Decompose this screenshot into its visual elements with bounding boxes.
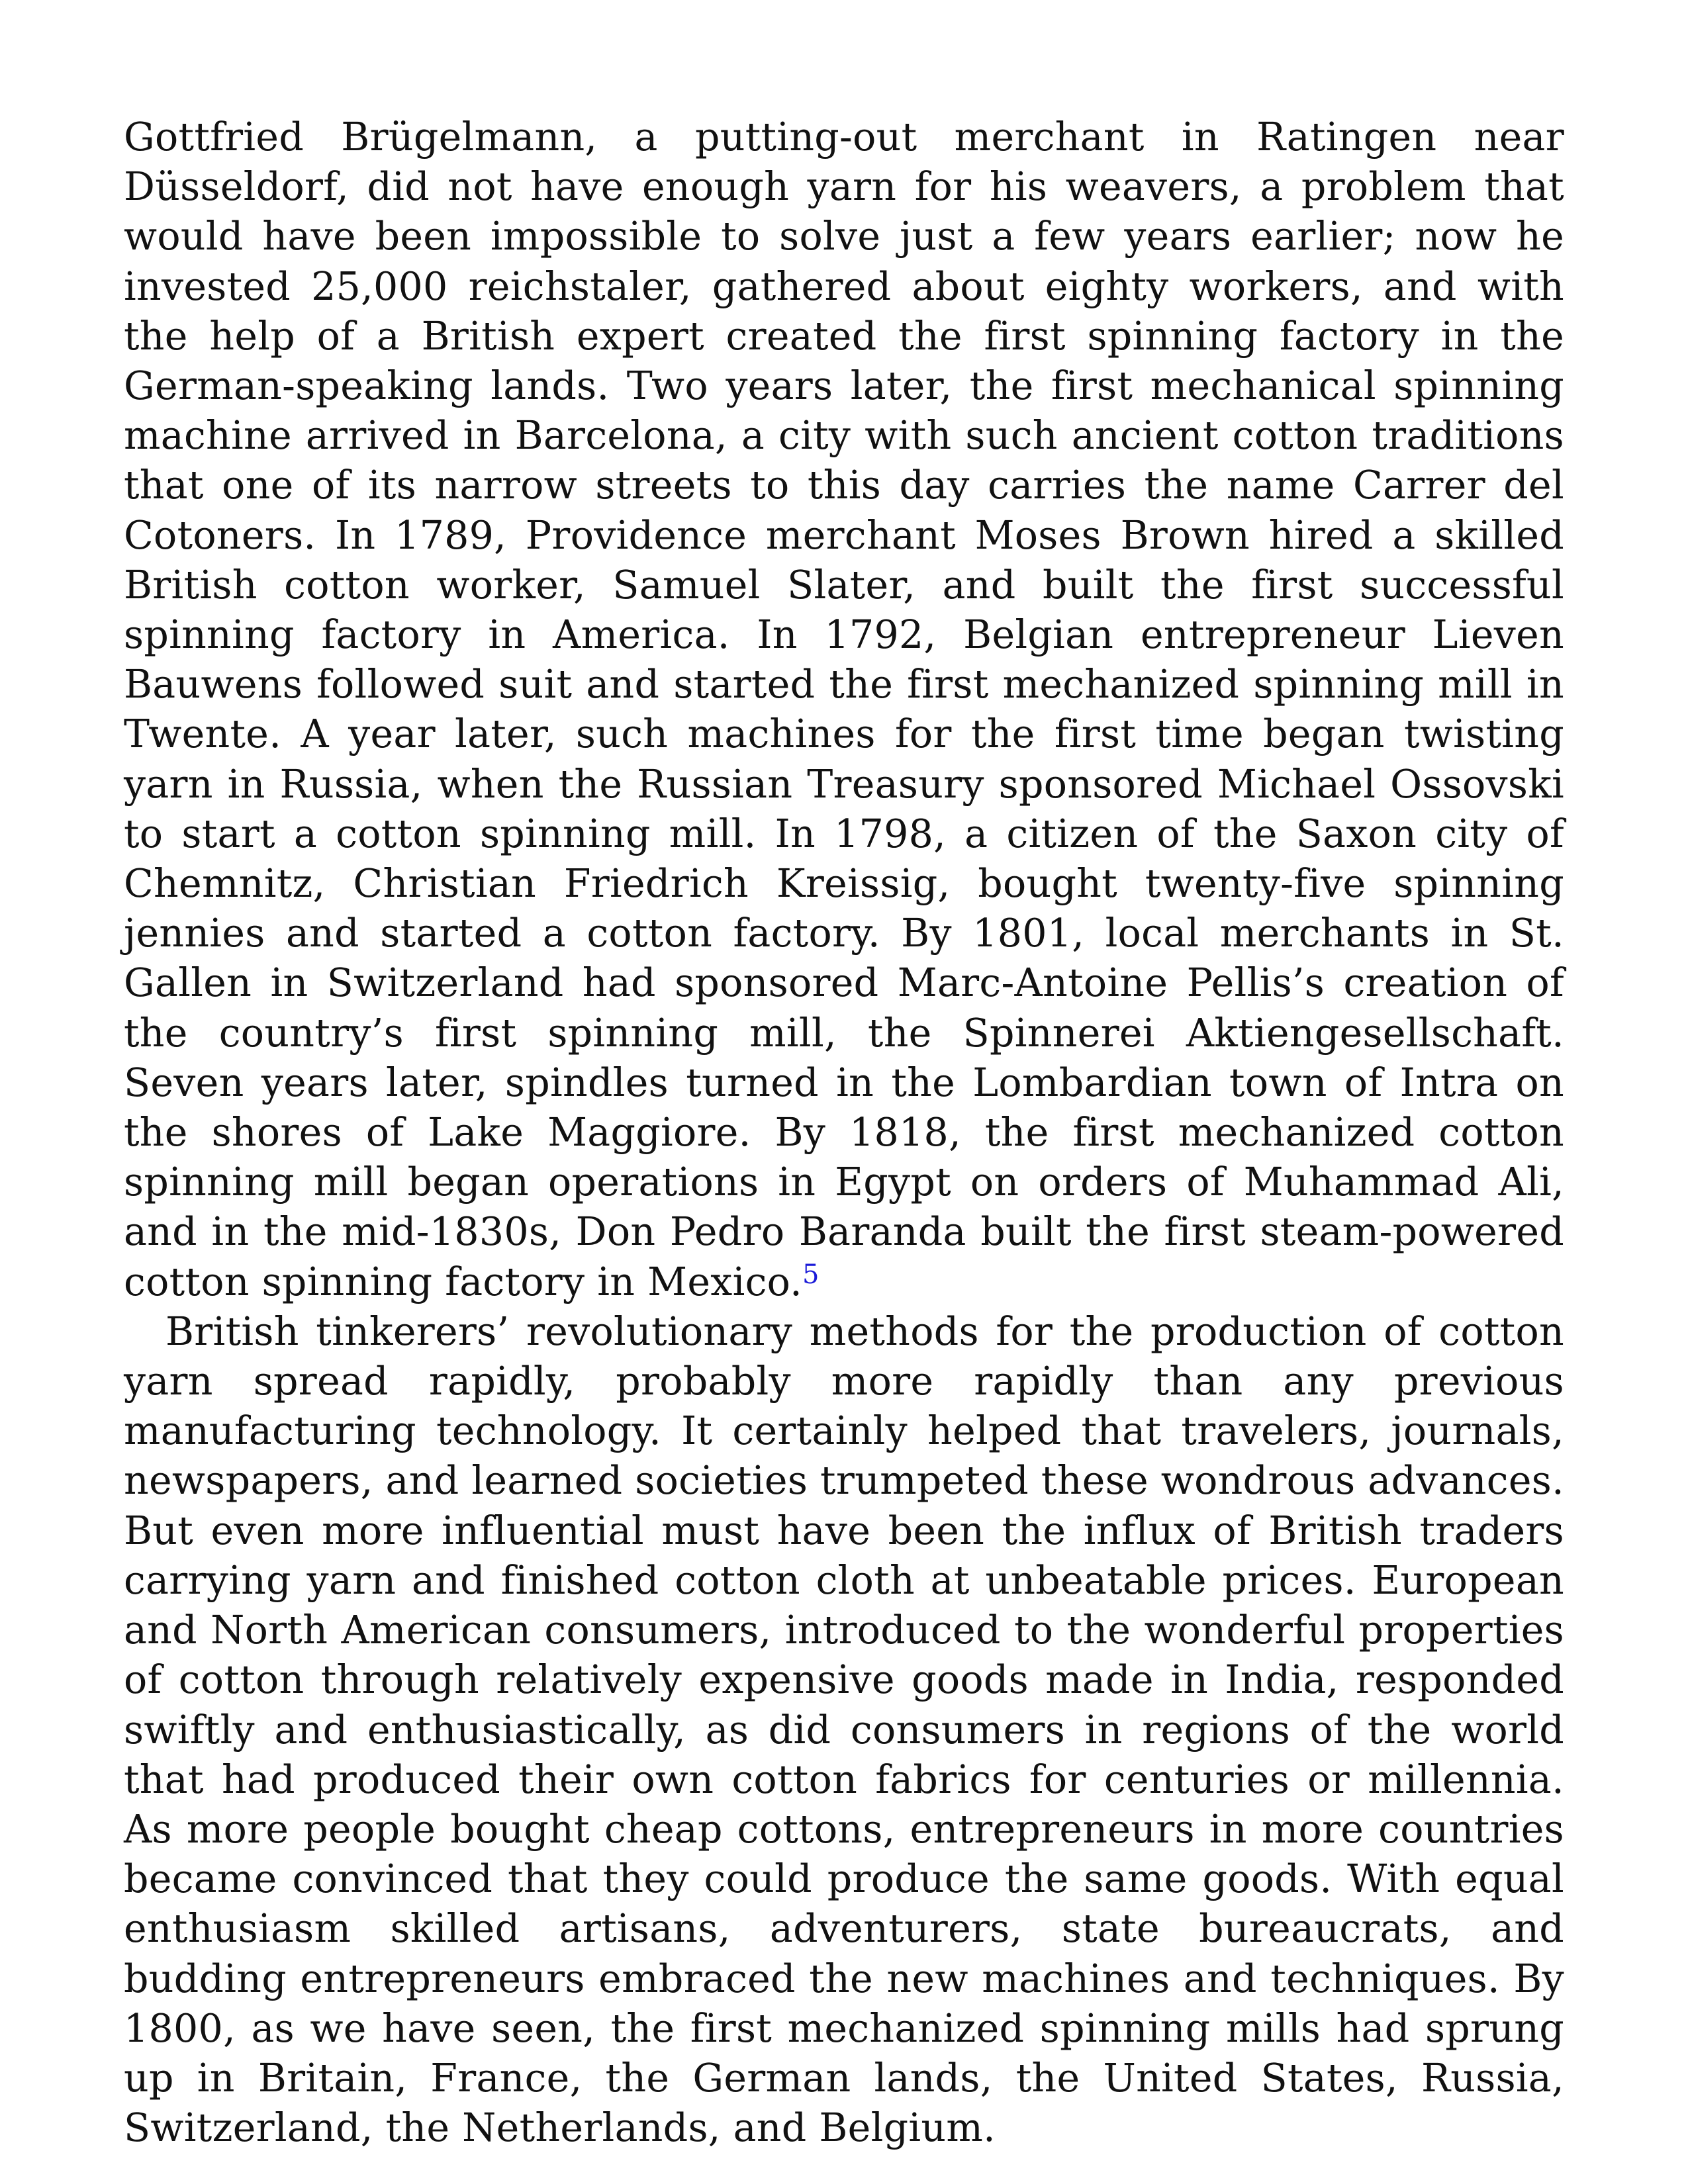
page-body <box>124 113 1564 2153</box>
footnote-reference-link[interactable]: 5 <box>802 1259 820 1290</box>
paragraph-1-text: Gottfried Brügelmann, a putting-out merchant in Ratingen near Düsseldorf, did not have enough yarn for his weavers, a problem that would have been impossible to solve just a few years earlier; now he invested 25,000 reichstaler, gathered about eighty workers, and with the help of a British expert created the first spinning factory in the German-speaking lands. Two years later, the first mechanical spinning machine arrived in Barcelona, a city with such ancient cotton traditions that one of its narrow streets to this day carries the name Carrer del Cotoners. In 1789, Providence merchant Moses Brown hired a skilled British cotton worker, Samuel Slater, and built the first successful spinning factory in America. In 1792, Belgian entrepreneur Lieven Bauwens followed suit and started the first mechanized spinning mill in Twente. A year later, such machines for the first time began twisting yarn in Russia, when the Russian Treasury sponsored Michael Ossovski to start a cotton spinning mill. In 1798, a citizen of the Saxon city of Chemnitz, Christian Friedrich Kreissig, bought twenty-five spinning jennies and started a cotton factory. By 1801, local merchants in St. Gallen in Switzerland had sponsored Marc-Antoine Pellis’s creation of the country’s first spinning mill, the Spinnerei Aktiengesellschaft. Seven years later, spindles turned in the Lombardian town of Intra on the shores of Lake Maggiore. By 1818, the first mechanized cotton spinning mill began operations in Egypt on orders of Muhammad Ali, and in the mid-1830s, Don Pedro Baranda built the first steam-powered cotton spinning factory in Mexico. <box>124 114 1564 1304</box>
paragraph-2 <box>124 1307 1564 2153</box>
paragraph-2-text: British tinkerers’ revolutionary methods for the production of cotton yarn spread rapidly, probably more rapidly than any previous manufacturing technology. It certainly helped that travelers, journals, newspapers, and learned societies trumpeted these wondrous advances. But even more influential must have been the influx of British traders carrying yarn and finished cotton cloth at unbeatable prices. European and North American consumers, introduced to the wonderful properties of cotton through relatively expensive goods made in India, responded swiftly and enthusiastically, as did consumers in regions of the world that had produced their own cotton fabrics for centuries or millennia. As more people bought cheap cottons, entrepreneurs in more countries became convinced that they could produce the same goods. With equal enthusiasm skilled artisans, adventurers, state bureaucrats, and budding entrepreneurs embraced the new machines and techniques. By 1800, as we have seen, the first mechanized spinning mills had sprung up in Britain, France, the German lands, the United States, Russia, Switzerland, the Netherlands, and Belgium. <box>124 1308 1564 2151</box>
paragraph-1 <box>124 113 1564 1307</box>
